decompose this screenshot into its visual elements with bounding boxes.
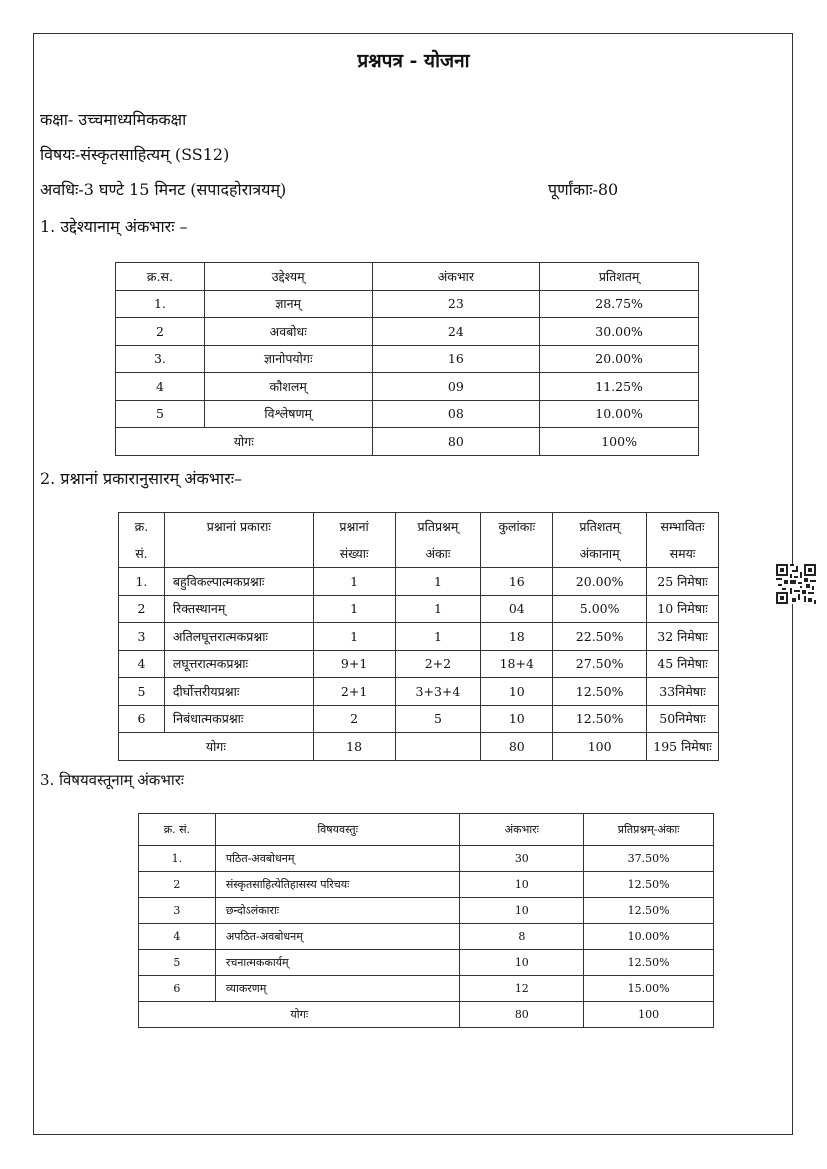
table-header-cell: विषयवस्तुः <box>215 814 460 846</box>
table-cell: 80 <box>460 1002 584 1028</box>
table-cell: 2 <box>119 595 165 623</box>
table-cell: 1 <box>395 595 481 623</box>
table-cell: ज्ञानम् <box>204 290 372 318</box>
table-row <box>119 650 719 678</box>
section3-heading: 3. विषयवस्तूनाम् अंकभारः <box>40 771 184 789</box>
table-header-cell <box>481 540 553 568</box>
table-cell: 5 <box>119 678 165 706</box>
table-cell: 18 <box>313 733 395 761</box>
table-cell: 6 <box>119 705 165 733</box>
table-header-cell: समयः <box>647 540 719 568</box>
table-cell: 20.00% <box>540 345 699 373</box>
table-cell: 1. <box>116 290 205 318</box>
table-cell: 2 <box>139 872 216 898</box>
table-row <box>139 976 714 1002</box>
table-cell: 3 <box>119 623 165 651</box>
table-cell: 10 निमेषाः <box>647 595 719 623</box>
table-cell: 20.00% <box>553 568 647 596</box>
table-cell: रिक्तस्थानम् <box>164 595 313 623</box>
table-header-cell: प्रतिप्रश्नम्-अंकाः <box>584 814 714 846</box>
table-row <box>139 950 714 976</box>
table-cell: 195 निमेषाः <box>647 733 719 761</box>
table-cell: 2+2 <box>395 650 481 678</box>
table-cell: लघूत्तरात्मकप्रश्नाः <box>164 650 313 678</box>
table-header-cell: अंकभारः <box>460 814 584 846</box>
table-cell: 1. <box>139 846 216 872</box>
content-areas-table <box>138 813 714 1028</box>
table-cell: योगः <box>139 1002 460 1028</box>
table-cell: ज्ञानोपयोगः <box>204 345 372 373</box>
table-header-row <box>116 263 699 291</box>
table-cell: 5.00% <box>553 595 647 623</box>
table-cell: 12.50% <box>584 950 714 976</box>
table-header-cell: अंकाः <box>395 540 481 568</box>
table-cell: 12.50% <box>553 705 647 733</box>
table-cell: छन्दोऽलंकाराः <box>215 898 460 924</box>
table-cell: 4 <box>139 924 216 950</box>
table-cell: 30.00% <box>540 318 699 346</box>
table-cell: 10 <box>481 705 553 733</box>
table-cell: 16 <box>481 568 553 596</box>
table-header-cell: प्रतिप्रश्नम् <box>395 513 481 541</box>
table-cell: योगः <box>116 428 373 456</box>
table-header-cell <box>164 540 313 568</box>
table-row <box>119 623 719 651</box>
table-header-cell: क्र. सं. <box>139 814 216 846</box>
table-cell: 1 <box>313 568 395 596</box>
table-cell: योगः <box>119 733 314 761</box>
table-row <box>116 345 699 373</box>
page-title: प्रश्नपत्र - योजना <box>357 50 470 72</box>
table-cell: 27.50% <box>553 650 647 678</box>
section1-heading: 1. उद्देश्यानाम् अंकभारः – <box>40 217 188 236</box>
table-row <box>116 318 699 346</box>
table-cell: 5 <box>139 950 216 976</box>
table-cell: 80 <box>372 428 540 456</box>
table-cell: 5 <box>395 705 481 733</box>
table-cell: 18 <box>481 623 553 651</box>
table-cell: पठित-अवबोधनम् <box>215 846 460 872</box>
table-cell: 12.50% <box>584 872 714 898</box>
table-cell: 2+1 <box>313 678 395 706</box>
class-line: कक्षा- उच्चमाध्यमिककक्षा <box>40 110 187 129</box>
section2-heading: 2. प्रश्नानां प्रकारानुसारम् अंकभारः– <box>40 469 242 488</box>
table-header-cell: उद्देश्यम् <box>204 263 372 291</box>
table-cell: 10 <box>460 950 584 976</box>
table-cell: 12.50% <box>584 898 714 924</box>
table-header-cell: अंकानाम् <box>553 540 647 568</box>
table-cell: 9+1 <box>313 650 395 678</box>
table-cell: 23 <box>372 290 540 318</box>
table-header-row <box>119 540 719 568</box>
table-cell: 10 <box>460 872 584 898</box>
table-row <box>116 400 699 428</box>
table-cell: 80 <box>481 733 553 761</box>
table-cell: 2 <box>116 318 205 346</box>
table-cell: 1 <box>395 568 481 596</box>
table-cell: संस्कृतसाहित्येतिहासस्य परिचयः <box>215 872 460 898</box>
table-cell: 33निमेषाः <box>647 678 719 706</box>
table-header-cell: सम्भावितः <box>647 513 719 541</box>
table-header-cell: क्र. <box>119 513 165 541</box>
table-cell: 24 <box>372 318 540 346</box>
table-cell: 2 <box>313 705 395 733</box>
table-cell: 12.50% <box>553 678 647 706</box>
table-cell: 3 <box>139 898 216 924</box>
table-cell: 10 <box>481 678 553 706</box>
table-cell: 22.50% <box>553 623 647 651</box>
table-cell: 1 <box>395 623 481 651</box>
table-cell: 4 <box>119 650 165 678</box>
table-cell: 50निमेषाः <box>647 705 719 733</box>
table-cell: 3. <box>116 345 205 373</box>
table-cell: रचनात्मककार्यम् <box>215 950 460 976</box>
table-header-cell: प्रश्नानां <box>313 513 395 541</box>
table-cell: 1 <box>313 623 395 651</box>
table-cell: 09 <box>372 373 540 401</box>
table-cell: बहुविकल्पात्मकप्रश्नाः <box>164 568 313 596</box>
table-cell: 37.50% <box>584 846 714 872</box>
table-header-cell: अंकभार <box>372 263 540 291</box>
table-cell: विश्लेषणम् <box>204 400 372 428</box>
table-row <box>119 705 719 733</box>
table-cell: 25 निमेषाः <box>647 568 719 596</box>
table-cell: 10.00% <box>540 400 699 428</box>
table-total-row <box>139 1002 714 1028</box>
table-row <box>119 595 719 623</box>
table-cell: 6 <box>139 976 216 1002</box>
table-cell: 4 <box>116 373 205 401</box>
table-header-cell: संख्याः <box>313 540 395 568</box>
table-cell: 3+3+4 <box>395 678 481 706</box>
subject-line: विषयः-संस्कृतसाहित्यम् (SS12) <box>40 145 230 164</box>
table-header-cell: प्रतिशतम् <box>540 263 699 291</box>
table-cell: 30 <box>460 846 584 872</box>
table-cell: 10.00% <box>584 924 714 950</box>
full-marks: पूर्णांकाः-80 <box>548 180 619 199</box>
table-cell: कौशलम् <box>204 373 372 401</box>
table-total-row <box>116 428 699 456</box>
qr-code-icon <box>776 564 816 604</box>
table-cell: 16 <box>372 345 540 373</box>
table-header-cell: प्रतिशतम् <box>553 513 647 541</box>
table-cell: 8 <box>460 924 584 950</box>
table-row <box>139 872 714 898</box>
table-header-cell: प्रश्नानां प्रकाराः <box>164 513 313 541</box>
table-cell: 10 <box>460 898 584 924</box>
table-cell <box>395 733 481 761</box>
table-row <box>139 846 714 872</box>
table-total-row <box>119 733 719 761</box>
table-cell: निबंधात्मकप्रश्नाः <box>164 705 313 733</box>
table-cell: 18+4 <box>481 650 553 678</box>
objectives-table <box>115 262 699 456</box>
table-row <box>116 290 699 318</box>
table-cell: 100 <box>584 1002 714 1028</box>
table-row <box>139 924 714 950</box>
table-row <box>119 678 719 706</box>
table-cell: 1. <box>119 568 165 596</box>
table-cell: 1 <box>313 595 395 623</box>
table-cell: 11.25% <box>540 373 699 401</box>
table-header-row <box>119 513 719 541</box>
table-cell: अतिलघूत्तरात्मकप्रश्नाः <box>164 623 313 651</box>
table-cell: 15.00% <box>584 976 714 1002</box>
table-cell: 12 <box>460 976 584 1002</box>
table-cell: 08 <box>372 400 540 428</box>
table-cell: 100% <box>540 428 699 456</box>
table-header-cell: कुलांकाः <box>481 513 553 541</box>
table-row <box>139 898 714 924</box>
table-cell: अपठित-अवबोधनम् <box>215 924 460 950</box>
table-header-cell: सं. <box>119 540 165 568</box>
table-cell: व्याकरणम् <box>215 976 460 1002</box>
table-header-cell: क्र.स. <box>116 263 205 291</box>
table-cell: 45 निमेषाः <box>647 650 719 678</box>
table-cell: 04 <box>481 595 553 623</box>
table-cell: अवबोधः <box>204 318 372 346</box>
table-header-row <box>139 814 714 846</box>
table-cell: 32 निमेषाः <box>647 623 719 651</box>
table-cell: 100 <box>553 733 647 761</box>
table-cell: 28.75% <box>540 290 699 318</box>
question-types-table <box>118 512 719 761</box>
duration-line: अवधिः-3 घण्टे 15 मिनट (सपादहोरात्रयम्) <box>40 180 287 199</box>
table-row <box>116 373 699 401</box>
table-cell: दीर्घोत्तरीयप्रश्नाः <box>164 678 313 706</box>
table-row <box>119 568 719 596</box>
table-cell: 5 <box>116 400 205 428</box>
